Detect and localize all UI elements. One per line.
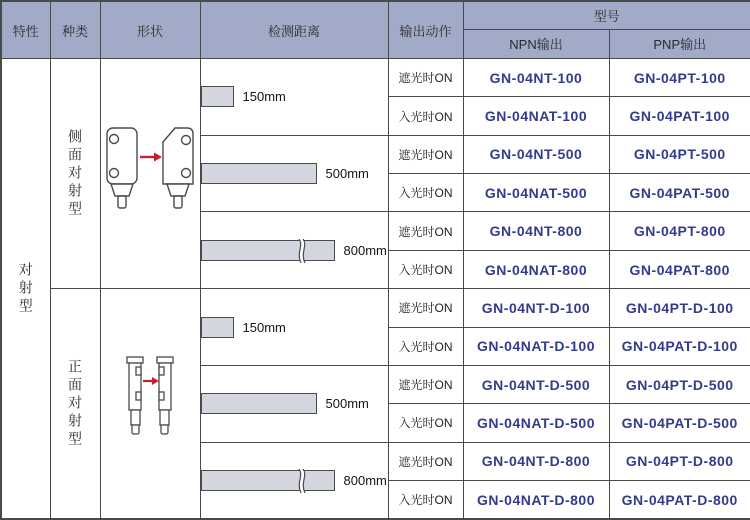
distance-label: 800mm [343, 472, 387, 488]
distance-cell-500 [200, 135, 388, 212]
output-action-cell: 遮光时ON [388, 365, 463, 403]
distance-cell-800 [200, 212, 388, 289]
distance-cell-d-800 [200, 442, 388, 519]
pnp-model-cell: GN-04PAT-D-500 [609, 404, 750, 442]
npn-model-cell: GN-04NAT-D-100 [463, 327, 609, 365]
distance-cell-d-150 [200, 289, 388, 366]
pnp-model-cell: GN-04PT-800 [609, 212, 750, 250]
pnp-model-cell: GN-04PT-D-100 [609, 289, 750, 327]
kind-front-beam-label: 正面对射型 [67, 358, 83, 449]
npn-model-cell: GN-04NT-800 [463, 212, 609, 250]
output-action-cell: 入光时ON [388, 404, 463, 442]
pnp-model-cell: GN-04PT-D-500 [609, 365, 750, 403]
output-action-cell: 入光时ON [388, 481, 463, 520]
distance-bar [201, 240, 335, 261]
header-kind: 种类 [50, 1, 100, 59]
kind-side-beam-cell [50, 59, 100, 289]
distance-label: 500mm [325, 166, 369, 182]
output-action-cell: 入光时ON [388, 174, 463, 212]
pnp-model-cell: GN-04PT-500 [609, 135, 750, 173]
output-action-cell: 入光时ON [388, 327, 463, 365]
shape-side-beam-cell [100, 59, 200, 289]
header-shape: 形状 [100, 1, 200, 59]
distance-bar [201, 317, 234, 338]
distance-label: 500mm [325, 396, 369, 412]
arrow-right-icon [143, 377, 159, 385]
npn-model-cell: GN-04NAT-800 [463, 250, 609, 288]
npn-model-cell: GN-04NAT-D-800 [463, 481, 609, 520]
header-pnp-output: PNP输出 [609, 29, 750, 58]
distance-cell-d-500 [200, 365, 388, 442]
output-action-cell: 遮光时ON [388, 442, 463, 480]
distance-bar [201, 86, 234, 107]
output-action-cell: 遮光时ON [388, 135, 463, 173]
output-action-cell: 遮光时ON [388, 289, 463, 327]
pnp-model-cell: GN-04PT-100 [609, 59, 750, 97]
pnp-model-cell: GN-04PAT-500 [609, 174, 750, 212]
kind-side-beam-label: 侧面对射型 [67, 128, 83, 219]
kind-front-beam-cell [50, 289, 100, 519]
output-action-cell: 入光时ON [388, 250, 463, 288]
header-output-action: 输出动作 [388, 1, 463, 59]
pnp-model-cell: GN-04PAT-D-100 [609, 327, 750, 365]
distance-label: 800mm [343, 242, 387, 258]
npn-model-cell: GN-04NT-D-100 [463, 289, 609, 327]
npn-model-cell: GN-04NT-D-800 [463, 442, 609, 480]
distance-label: 150mm [242, 89, 286, 105]
bar-break-icon [296, 469, 308, 493]
table-row [1, 59, 750, 97]
distance-bar [201, 470, 335, 491]
output-action-cell: 入光时ON [388, 97, 463, 135]
side-beam-sensor-pair-icon [101, 122, 199, 226]
distance-bar [201, 393, 317, 414]
front-beam-sensor-pair-icon [101, 352, 199, 456]
header-row-1 [1, 1, 750, 29]
npn-model-cell: GN-04NAT-100 [463, 97, 609, 135]
header-model: 型号 [463, 1, 750, 29]
npn-model-cell: GN-04NAT-D-500 [463, 404, 609, 442]
pnp-model-cell: GN-04PAT-800 [609, 250, 750, 288]
characteristic-type-cell [1, 59, 50, 519]
bar-break-icon [296, 239, 308, 263]
distance-bar [201, 163, 317, 184]
table-row [1, 289, 750, 327]
output-action-cell: 遮光时ON [388, 59, 463, 97]
arrow-right-icon [140, 152, 162, 161]
npn-model-cell: GN-04NT-D-500 [463, 365, 609, 403]
pnp-model-cell: GN-04PAT-100 [609, 97, 750, 135]
header-characteristic: 特性 [1, 1, 50, 59]
shape-front-beam-cell [100, 289, 200, 519]
output-action-cell: 遮光时ON [388, 212, 463, 250]
header-distance: 检测距离 [200, 1, 388, 59]
pnp-model-cell: GN-04PAT-D-800 [609, 481, 750, 520]
characteristic-type-label: 对射型 [17, 261, 34, 316]
distance-label: 150mm [242, 319, 286, 335]
pnp-model-cell: GN-04PT-D-800 [609, 442, 750, 480]
distance-cell-150 [200, 59, 388, 136]
npn-model-cell: GN-04NAT-500 [463, 174, 609, 212]
npn-model-cell: GN-04NT-500 [463, 135, 609, 173]
header-npn-output: NPN输出 [463, 29, 609, 58]
npn-model-cell: GN-04NT-100 [463, 59, 609, 97]
